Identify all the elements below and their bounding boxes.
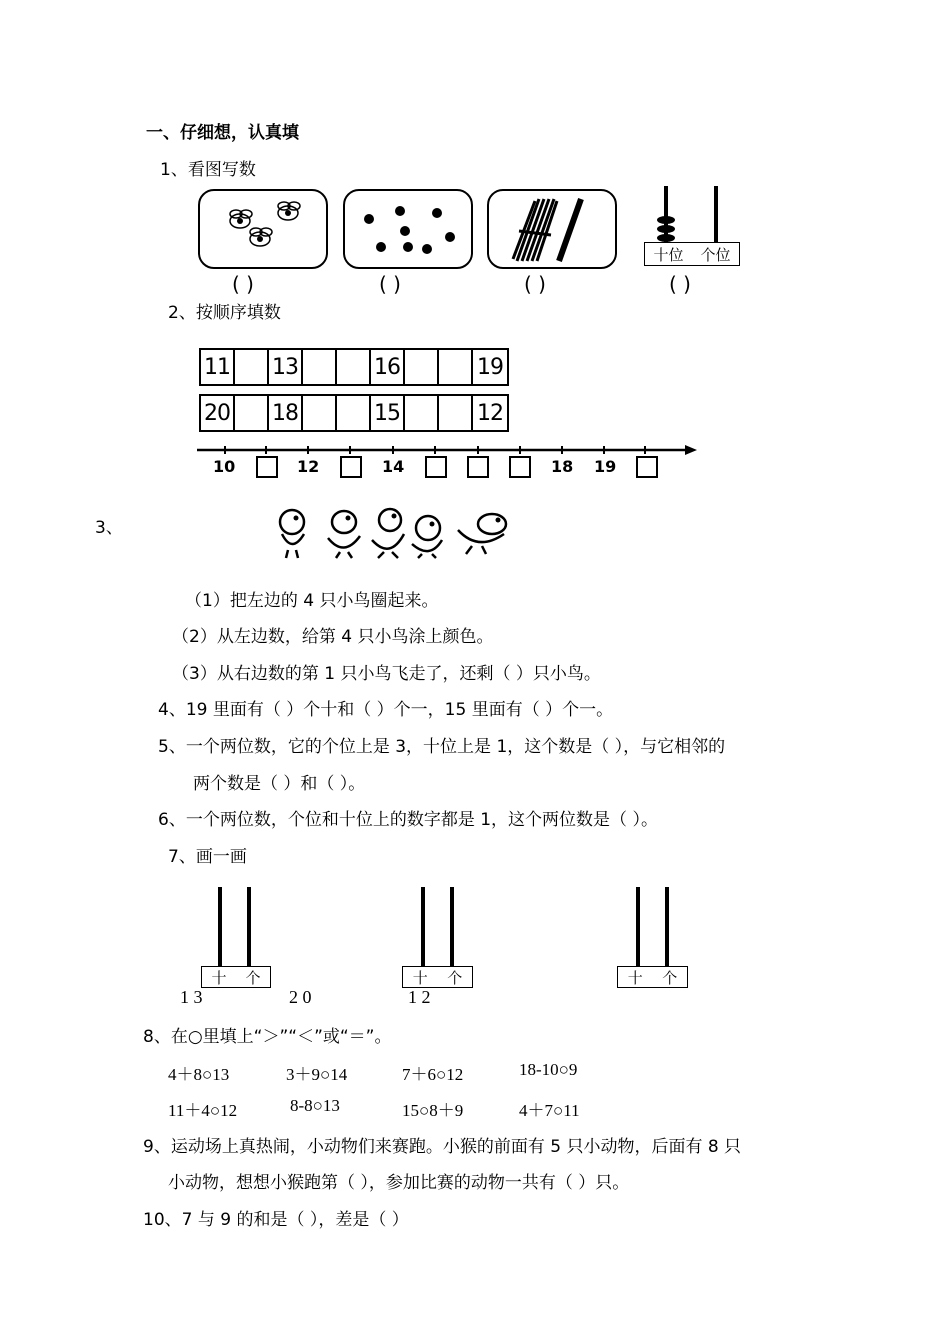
q6-text: 6、一个两位数，个位和十位上的数字都是 1，这个两位数是（ ）。 xyxy=(158,810,658,830)
q9-line-2: 小动物，想想小猴跑第（ ），参加比赛的动物一共有（ ）只。 xyxy=(168,1173,630,1193)
number-line-label: 14 xyxy=(382,457,405,476)
ones-rod xyxy=(714,186,718,244)
abacus-3-ones-rod xyxy=(665,887,669,967)
number-line-label: 10 xyxy=(213,457,236,476)
compare-expr[interactable]: 11＋4○12 xyxy=(168,1101,238,1120)
answer-paren-3[interactable]: ( ) xyxy=(524,272,546,296)
bees-picture-box xyxy=(198,189,328,269)
grid-cell-blank[interactable] xyxy=(303,350,337,384)
grid-cell: 12 xyxy=(477,400,503,426)
abacus-number-1: 1 3 xyxy=(180,987,203,1007)
abacus-beads-icon xyxy=(654,214,678,244)
q4-text: 4、19 里面有（ ）个十和（ ）个一，15 里面有（ ）个一。 xyxy=(158,700,614,720)
grid-cell-blank[interactable] xyxy=(405,396,439,430)
number-grid-row-1 xyxy=(199,348,509,386)
bees-icon xyxy=(200,191,326,267)
tens-place-label: 十 xyxy=(412,968,428,987)
q3-item-3: （3）从右边数的第 1 只小鸟飞走了，还剩（ ）只小鸟。 xyxy=(172,664,601,684)
grid-cell-blank[interactable] xyxy=(405,350,439,384)
number-line-blank[interactable] xyxy=(425,456,447,478)
abacus-picture xyxy=(644,186,740,268)
q9-line-1: 9、运动场上真热闹，小动物们来赛跑。小猴的前面有 5 只小动物，后面有 8 只 xyxy=(143,1137,742,1157)
section-title: 一、仔细想，认真填 xyxy=(146,123,299,143)
ones-place-label: 个位 xyxy=(700,245,731,264)
grid-cell: 16 xyxy=(371,350,405,384)
ones-place-label: 个 xyxy=(662,968,678,987)
number-line-blank[interactable] xyxy=(256,456,278,478)
q2-label: 2、按顺序填数 xyxy=(168,303,281,323)
abacus-2-base xyxy=(402,966,473,988)
dots-picture-box xyxy=(343,189,473,269)
number-grid-row-2 xyxy=(199,394,509,432)
tens-place-label: 十 xyxy=(627,968,643,987)
grid-cell-blank[interactable] xyxy=(337,350,371,384)
q7-label: 7、画一画 xyxy=(168,847,247,867)
abacus-1-tens-rod xyxy=(218,887,222,967)
number-line-blank[interactable] xyxy=(636,456,658,478)
place-value-labels xyxy=(644,242,740,266)
compare-expr[interactable]: 4＋8○13 xyxy=(168,1065,230,1084)
q3-label: 3、 xyxy=(95,518,123,538)
abacus-1-ones-rod xyxy=(247,887,251,967)
grid-cell-blank[interactable] xyxy=(235,350,269,384)
sticks-bundle-icon xyxy=(489,191,615,267)
compare-expr[interactable]: 18-10○9 xyxy=(519,1060,578,1079)
grid-cell: 15 xyxy=(371,396,405,430)
grid-cell: 13 xyxy=(269,350,303,384)
abacus-number-2: 2 0 xyxy=(289,987,312,1007)
grid-cell-blank[interactable] xyxy=(439,350,473,384)
number-line-label: 12 xyxy=(297,457,320,476)
grid-cell-blank[interactable] xyxy=(337,396,371,430)
answer-paren-2[interactable]: ( ) xyxy=(379,272,401,296)
tens-place-label: 十位 xyxy=(653,245,684,264)
tens-place-label: 十 xyxy=(211,968,227,987)
q5-line-1: 5、一个两位数，它的个位上是 3，十位上是 1，这个数是（ ），与它相邻的 xyxy=(158,737,726,757)
q5-line-2: 两个数是（ ）和（ ）。 xyxy=(193,774,366,794)
grid-cell: 19 xyxy=(477,354,503,380)
number-line-label: 19 xyxy=(594,457,617,476)
ones-place-label: 个 xyxy=(245,968,261,987)
number-line-blank[interactable] xyxy=(340,456,362,478)
grid-cell-blank[interactable] xyxy=(303,396,337,430)
abacus-1-base xyxy=(201,966,271,988)
abacus-3-tens-rod xyxy=(636,887,640,967)
sticks-picture-box xyxy=(487,189,617,269)
abacus-3-base xyxy=(617,966,688,988)
q3-item-1: （1）把左边的 4 只小鸟圈起来。 xyxy=(185,591,439,611)
compare-expr[interactable]: 3＋9○14 xyxy=(286,1065,348,1084)
q10-text: 10、7 与 9 的和是（ ），差是（ ） xyxy=(143,1210,409,1230)
dots-icon xyxy=(345,191,471,267)
grid-cell: 18 xyxy=(269,396,303,430)
compare-expr[interactable]: 8-8○13 xyxy=(290,1096,340,1115)
q1-label: 1、看图写数 xyxy=(160,160,256,180)
compare-expr[interactable]: 15○8＋9 xyxy=(402,1101,464,1120)
number-line-blank[interactable] xyxy=(467,456,489,478)
compare-expr[interactable]: 4＋7○11 xyxy=(519,1101,580,1120)
birds-icon xyxy=(272,500,522,562)
q8-label: 8、在○里填上“＞”“＜”或“＝”。 xyxy=(143,1027,392,1047)
grid-cell-blank[interactable] xyxy=(439,396,473,430)
ones-place-label: 个 xyxy=(447,968,463,987)
abacus-number-3: 1 2 xyxy=(408,987,431,1007)
number-line-blank[interactable] xyxy=(509,456,531,478)
abacus-2-ones-rod xyxy=(450,887,454,967)
answer-paren-1[interactable]: ( ) xyxy=(232,272,254,296)
number-line-label: 18 xyxy=(551,457,574,476)
grid-cell: 11 xyxy=(201,350,235,384)
abacus-2-tens-rod xyxy=(421,887,425,967)
q3-item-2: （2）从左边数，给第 4 只小鸟涂上颜色。 xyxy=(172,627,494,647)
grid-cell-blank[interactable] xyxy=(235,396,269,430)
compare-expr[interactable]: 7＋6○12 xyxy=(402,1065,464,1084)
answer-paren-4[interactable]: ( ) xyxy=(669,272,691,296)
grid-cell: 20 xyxy=(201,396,235,430)
